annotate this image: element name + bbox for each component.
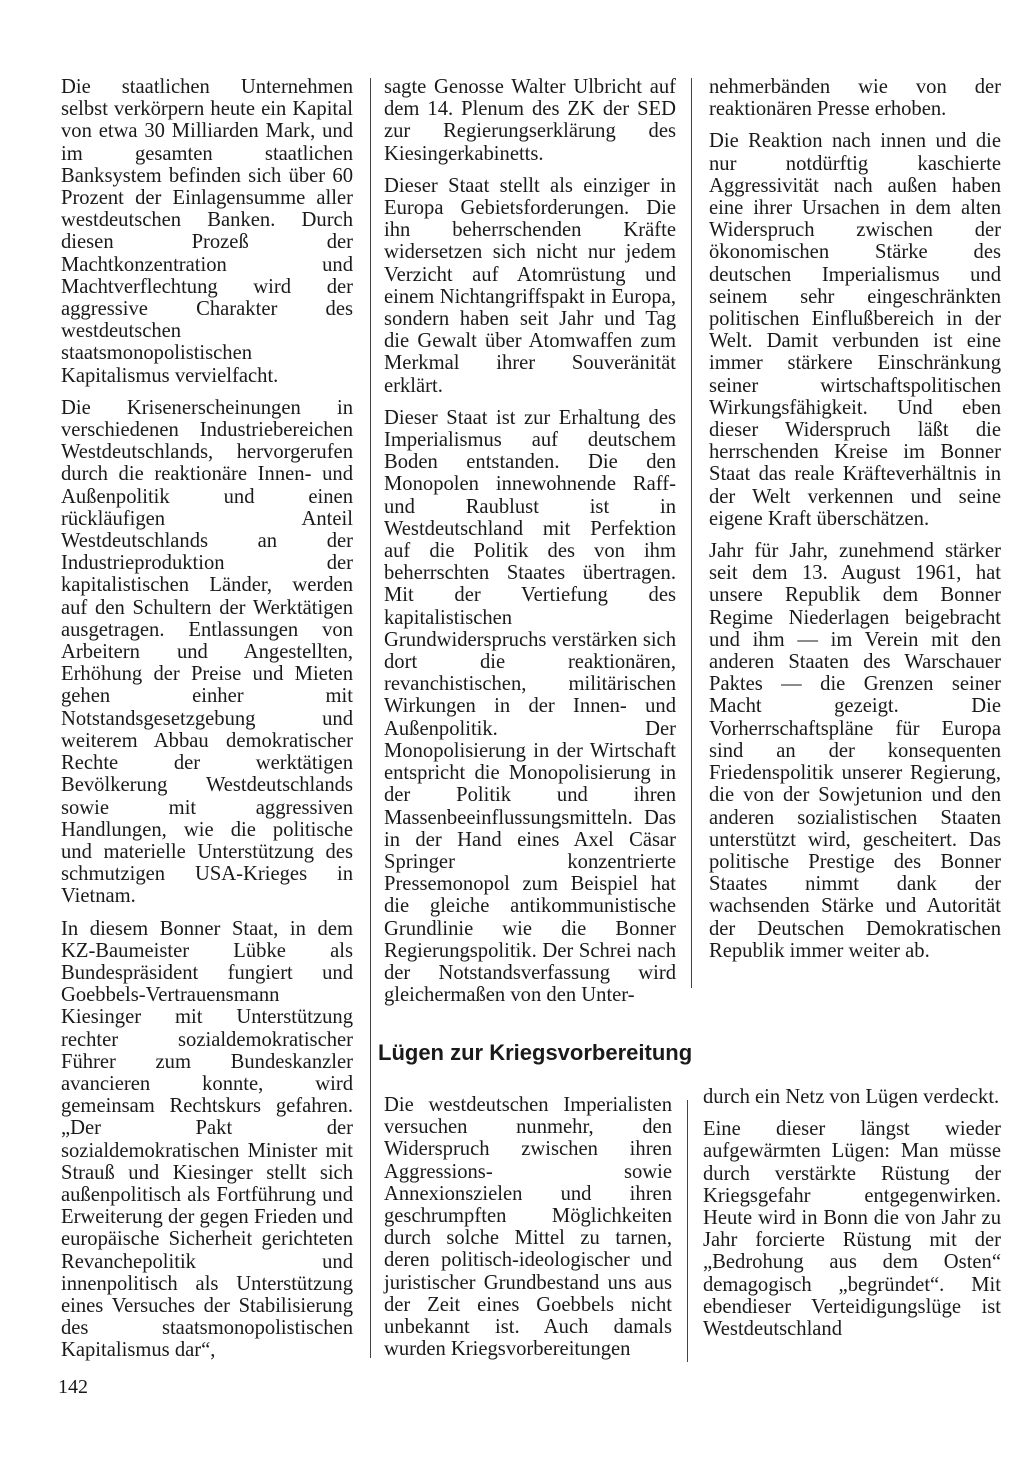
paragraph: Die westdeutschen Imperialisten versuchen nunmehr, den Widerspruch zwischen ihren Aggressions- sowie Annexionszielen und ihren geschrumpften Möglichkeiten durch solche Mittel zu tarnen, deren politisch-ideologischer und juristischer Grundbestand uns aus der Zeit eines Goebbels nicht unbekannt ist. Auch damals wurden Kriegsvorbereitungen (384, 1094, 672, 1361)
paragraph: sagte Genosse Walter Ulbricht auf dem 14. Plenum des ZK der SED zur Regierungserklärung des Kiesingerkabinetts. (384, 76, 676, 165)
column-4 (384, 1094, 672, 1370)
column-divider (691, 78, 692, 988)
column-3 (709, 76, 1001, 972)
section-heading: Lügen zur Kriegsvorbereitung (378, 1040, 693, 1065)
paragraph: Jahr für Jahr, zunehmend stärker seit dem 13. August 1961, hat unsere Republik dem Bonner Regime Niederlagen beigebracht und ihm — im Verein mit den anderen Staaten des Warschauer Paktes — die Grenzen seiner Macht gezeigt. Die Vorherrschaftspläne für Europa sind an der konsequenten Friedenspolitik unserer Regierung, die von der Sowjetunion und den anderen sozialistischen Staaten unterstützt wird, gescheitert. Das politische Prestige des Bonner Staates nimmt dank der wachsenden Stärke und Autorität der Deutschen Demokratischen Republik immer weiter ab. (709, 540, 1001, 962)
column-1 (61, 76, 353, 1372)
column-divider (370, 78, 371, 1358)
paragraph: Eine dieser längst wieder aufgewärmten Lügen: Man müsse durch verstärkte Rüstung der Kriegsgefahr entgegenwirken. Heute wird in Bonn die von Jahr zu Jahr forcierte Rüstung mit der „Bedrohung aus dem Osten“ demagogisch „begründet“. Mit ebendieser Verteidigungslüge ist Westdeutschland (703, 1118, 1001, 1341)
page-number: 142 (58, 1376, 88, 1398)
column-divider (687, 1100, 688, 1362)
column-2 (384, 76, 676, 1016)
paragraph: Die Krisenerscheinungen in verschiedenen Industriebereichen Westdeutschlands, hervorgerufen durch die reaktionäre Innen- und Außenpolitik und einen rückläufigen Anteil Westdeutschlands an der Industrieproduktion der kapitalistischen Länder, werden auf den Schultern der Werktätigen ausgetragen. Entlassungen von Arbeitern und Angestellten, Erhöhung der Preise und Mieten gehen einher mit Notstandsgesetzgebung und weiterem Abbau demokratischer Rechte der werktätigen Bevölkerung Westdeutschlands sowie mit aggressiven Handlungen, wie die politische und materielle Unterstützung des schmutzigen USA-Krieges in Vietnam. (61, 396, 353, 908)
paragraph: durch ein Netz von Lügen verdeckt. (703, 1086, 1000, 1108)
paragraph: Dieser Staat stellt als einziger in Europa Gebietsforderungen. Die ihn beherrschenden Kräfte widersetzen sich nicht nur jedem Verzicht auf Atomrüstung und einem Nichtangriffspakt in Europa, sondern haben seit Jahr und Tag die Gewalt über Atomwaffen zum Merkmal ihrer Souveränität erklärt. (384, 174, 676, 397)
paragraph: Die staatlichen Unternehmen selbst verkörpern heute ein Kapital von etwa 30 Milliarden Mark, und im gesamten staatlichen Banksystem befinden sich über 60 Prozent der Einlagensumme aller westdeutschen Banken. Durch diesen Prozeß der Machtkonzentration und Machtverflechtung wird der aggressive Charakter des westdeutschen staatsmonopolistischen Kapitalismus vervielfacht. (61, 76, 353, 387)
paragraph: Dieser Staat ist zur Erhaltung des Imperialismus auf deutschem Boden entstanden. Die den Monopolen innewohnende Raff- und Raublust ist in Westdeutschland mit Perfektion auf die Politik des von ihm beherrschten Staates übertragen. Mit der Vertiefung des kapitalistischen Grundwiderspruchs verstärken sich dort die reaktionären, revanchistischen, militärischen Wirkungen in der Innen- und Außenpolitik. Der Monopolisierung in der Wirtschaft entspricht die Monopolisierung in der Politik und ihren Massenbeeinflussungsmitteln. Das in der Hand eines Axel Cäsar Springer konzentrierte Pressemonopol zum Beispiel hat die gleiche antikommunistische Grundlinie wie die Bonner Regierungspolitik. Der Schrei nach der Notstandsverfassung wird gleichermaßen von den Unter- (384, 406, 676, 1007)
paragraph: Die Reaktion nach innen und die nur notdürftig kaschierte Aggressivität nach außen haben eine ihrer Ursachen in dem alten Widerspruch zwischen der ökonomischen Stärke des deutschen Imperialismus und seinem sehr eingeschränkten politischen Einflußbereich in der Welt. Damit verbunden ist eine immer stärkere Einschränkung seiner wirtschaftspolitischen Wirkungsfähigkeit. Und eben dieser Widerspruch läßt die herrschenden Kreise im Bonner Staat das reale Kräfteverhältnis in der Welt verkennen und seine eigene Kraft überschätzen. (709, 130, 1001, 530)
paragraph: In diesem Bonner Staat, in dem KZ-Baumeister Lübke als Bundespräsident fungiert und Goebbels-Vertrauensmann Kiesinger mit Unterstützung rechter sozialdemokratischer Führer zum Bundeskanzler avancieren konnte, wird gemeinsam Rechtskurs gefahren. „Der Pakt der sozialdemokratischen Minister mit Strauß und Kiesinger stellt sich außenpolitisch als Fortführung und Erweiterung der gegen Frieden und europäische Sicherheit gerichteten Revanchepolitik und innenpolitisch als Unterstützung eines Versuches der Stabilisierung des staatsmonopolistischen Kapitalismus dar“, (61, 917, 353, 1362)
paragraph: nehmerbänden wie von der reaktionären Presse erhoben. (709, 76, 1001, 121)
column-5 (703, 1086, 1001, 1350)
